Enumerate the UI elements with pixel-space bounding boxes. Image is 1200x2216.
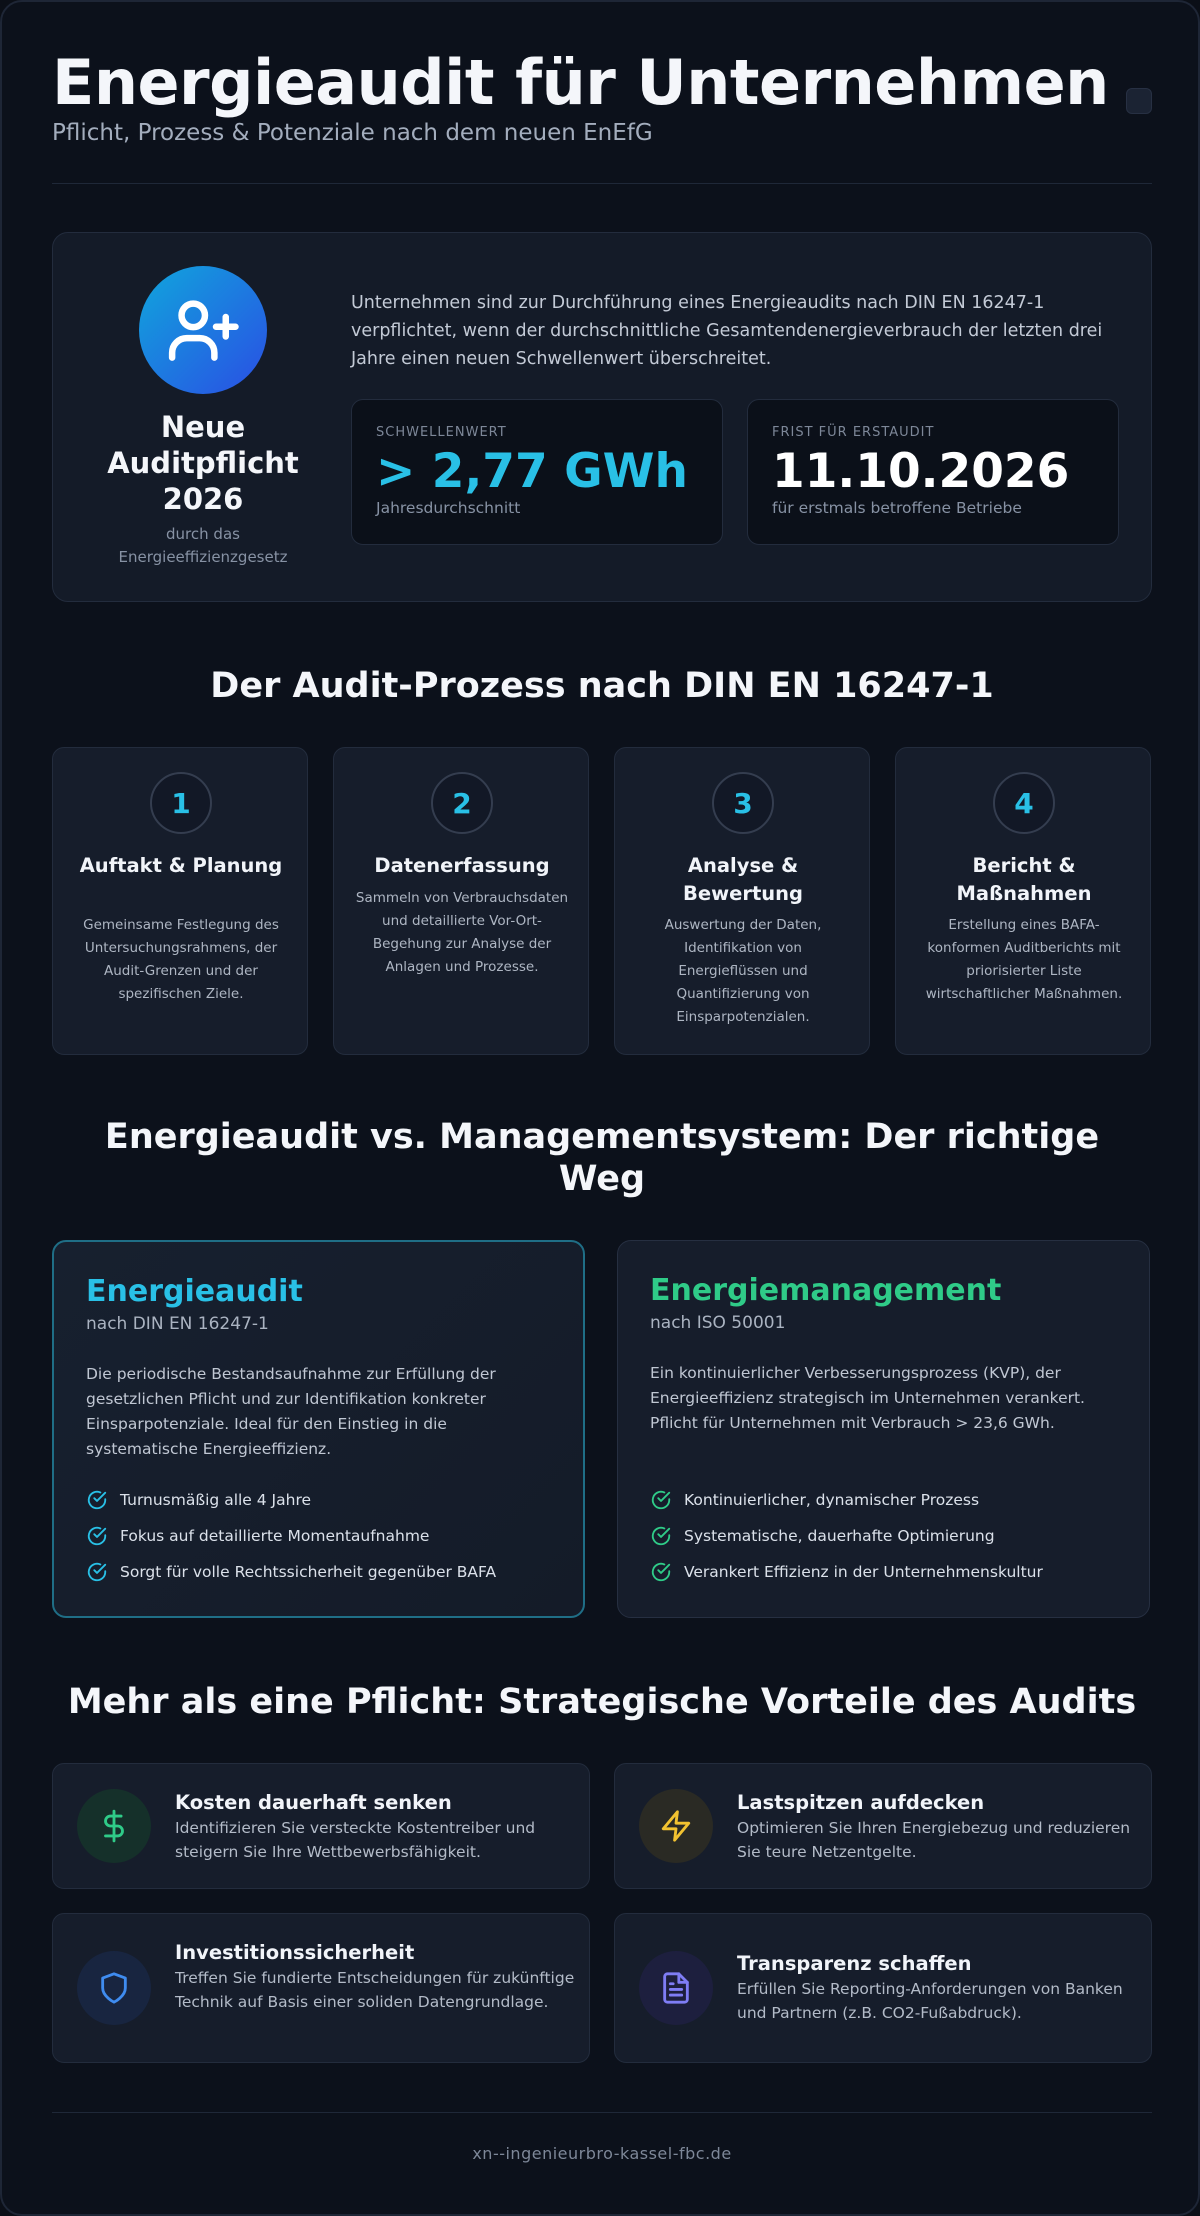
- step-title: Bericht & Maßnahmen: [956, 854, 1092, 905]
- check-circle-icon: [650, 1489, 672, 1511]
- audit-obligation-card: [52, 232, 1152, 602]
- hero-subtitle: durch das Energieeffizienzgesetz: [118, 525, 288, 566]
- step-number: 4: [993, 772, 1055, 834]
- list-item: [86, 1482, 496, 1518]
- step-number: 1: [150, 772, 212, 834]
- card-title: Energiemanagement: [650, 1273, 1002, 1308]
- page-subtitle: Pflicht, Prozess & Potenziale nach dem neuen EnEfG: [52, 120, 653, 146]
- header-divider: [52, 183, 1152, 184]
- benefit-title: Lastspitzen aufdecken: [737, 1791, 985, 1814]
- process-step-3: [614, 747, 870, 1055]
- check-circle-icon: [650, 1561, 672, 1583]
- benefit-description: Treffen Sie fundierte Entscheidungen für zukünftige Technik auf Basis einer soliden Datengrundlage.: [175, 1969, 575, 2011]
- user-plus-icon: [139, 266, 267, 394]
- document-icon: [639, 1951, 713, 2025]
- step-description: Sammeln von Verbrauchsdaten und detaillierte Vor-Ort-Begehung zur Analyse der Anlagen und Prozesse.: [355, 890, 569, 975]
- energieaudit-card: [52, 1240, 585, 1618]
- step-description: Gemeinsame Festlegung des Untersuchungsrahmens, der Audit-Grenzen und der spezifischen Ziele.: [83, 917, 279, 1002]
- step-number: 2: [431, 772, 493, 834]
- check-circle-icon: [86, 1489, 108, 1511]
- footer-domain: xn--ingenieurbro-kassel-fbc.de: [472, 2144, 732, 2163]
- benefit-card-transparency: [614, 1913, 1152, 2063]
- shield-icon: [77, 1951, 151, 2025]
- list-item: [650, 1554, 1043, 1590]
- card-subtitle: nach DIN EN 16247-1: [86, 1314, 269, 1334]
- page-title: Energieaudit für Unternehmen: [52, 46, 1109, 119]
- step-number: 3: [712, 772, 774, 834]
- theme-toggle-button[interactable]: [1126, 88, 1152, 114]
- benefit-title: Investitionssicherheit: [175, 1941, 415, 1964]
- list-item-label: Systematische, dauerhafte Optimierung: [684, 1527, 995, 1545]
- list-item: [86, 1518, 496, 1554]
- process-step-1: [52, 747, 308, 1055]
- step-title: Auftakt & Planung: [79, 854, 283, 877]
- card-description: Die periodische Bestandsaufnahme zur Erfüllung der gesetzlichen Pflicht und zur Identifikation konkreter Einsparpotenziale. Ideal für den Einstieg in die systematische Energieeffizienz.: [86, 1365, 496, 1458]
- stat-value: > 2,77 GWh: [376, 444, 688, 499]
- footer-divider: [52, 2112, 1152, 2113]
- process-section-title: Der Audit-Prozess nach DIN EN 16247-1: [210, 666, 994, 706]
- dollar-icon: [77, 1789, 151, 1863]
- benefits-section-title: Mehr als eine Pflicht: Strategische Vorteile des Audits: [67, 1682, 1137, 1722]
- stat-note: für erstmals betroffene Betriebe: [772, 499, 1022, 517]
- benefit-title: Kosten dauerhaft senken: [175, 1791, 452, 1814]
- list-item: [86, 1554, 496, 1590]
- benefit-description: Optimieren Sie Ihren Energiebezug und reduzieren Sie teure Netzentgelte.: [737, 1819, 1131, 1861]
- benefit-card-peaks: [614, 1763, 1152, 1889]
- step-description: Auswertung der Daten, Identifikation von Energieflüssen und Quantifizierung von Einsparpotenzialen.: [664, 917, 822, 1025]
- list-item-label: Verankert Effizienz in der Unternehmenskultur: [684, 1563, 1043, 1581]
- hero-title: Neue Auditpflicht 2026: [107, 410, 299, 516]
- list-item: [650, 1482, 1043, 1518]
- process-step-4: [895, 747, 1151, 1055]
- benefit-description: Erfüllen Sie Reporting-Anforderungen von Banken und Partnern (z.B. CO2-Fußabdruck).: [737, 1980, 1123, 2022]
- card-description: Ein kontinuierlicher Verbesserungsprozess (KVP), der Energieeffizienz strategisch im Unternehmen verankert. Pflicht für Unternehmen mit Verbrauch > 23,6 GWh.: [650, 1364, 1085, 1432]
- list-item: [650, 1518, 1043, 1554]
- list-item-label: Sorgt für volle Rechtssicherheit gegenüber BAFA: [120, 1563, 497, 1581]
- stat-label: SCHWELLENWERT: [376, 425, 507, 440]
- stat-label: FRIST FÜR ERSTAUDIT: [772, 425, 935, 440]
- list-item-label: Turnusmäßig alle 4 Jahre: [120, 1491, 312, 1509]
- comparison-section-title: Energieaudit vs. Managementsystem: Der richtige Weg: [104, 1117, 1100, 1199]
- hero-description: Unternehmen sind zur Durchführung eines Energieaudits nach DIN EN 16247-1 verpflichtet, wenn der durchschnittliche Gesamtendenergieverbrauch der letzten drei Jahre einen neuen Schwellenwert überschreitet.: [351, 293, 1103, 369]
- feature-list: [86, 1482, 496, 1590]
- benefit-card-investment: [52, 1913, 590, 2063]
- list-item-label: Kontinuierlicher, dynamischer Prozess: [684, 1491, 980, 1509]
- benefit-title: Transparenz schaffen: [737, 1952, 972, 1975]
- check-circle-icon: [650, 1525, 672, 1547]
- card-title: Energieaudit: [86, 1274, 303, 1309]
- deadline-stat-card: [747, 399, 1119, 545]
- step-description: Erstellung eines BAFA-konformen Auditberichts mit priorisierter Liste wirtschaftlicher Maßnahmen.: [925, 917, 1123, 1002]
- check-circle-icon: [86, 1561, 108, 1583]
- check-circle-icon: [86, 1525, 108, 1547]
- step-title: Datenerfassung: [374, 854, 550, 877]
- feature-list: [650, 1482, 1043, 1590]
- stat-value: 11.10.2026: [772, 444, 1070, 499]
- benefit-card-costs: [52, 1763, 590, 1889]
- stat-note: Jahresdurchschnitt: [376, 499, 521, 517]
- lightning-icon: [639, 1789, 713, 1863]
- threshold-stat-card: [351, 399, 723, 545]
- card-subtitle: nach ISO 50001: [650, 1313, 786, 1333]
- benefit-description: Identifizieren Sie versteckte Kostentreiber und steigern Sie Ihre Wettbewerbsfähigkeit.: [175, 1819, 536, 1861]
- list-item-label: Fokus auf detaillierte Momentaufnahme: [120, 1527, 430, 1545]
- energiemanagement-card: [617, 1240, 1150, 1618]
- step-title: Analyse & Bewertung: [683, 854, 803, 905]
- process-step-2: [333, 747, 589, 1055]
